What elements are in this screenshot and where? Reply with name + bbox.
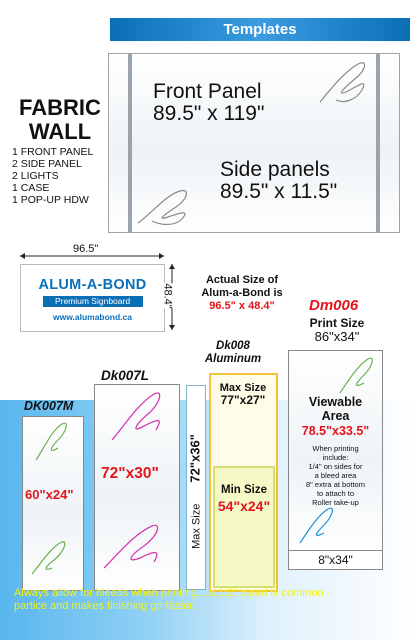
side-panel-right xyxy=(377,53,400,233)
magenta-swirl-icon xyxy=(100,520,170,575)
green-swirl-icon xyxy=(28,538,68,578)
front-panel-size: 89.5" x 119" xyxy=(153,102,265,125)
dm006-viewable-size: 78.5"x33.5" xyxy=(301,424,370,438)
alum-caption-line1: Actual Size of xyxy=(205,274,279,286)
page-title-bar xyxy=(110,18,410,41)
alum-caption xyxy=(186,274,298,313)
dm006-viewable-line2: Area xyxy=(321,409,350,423)
dm006-print-size: 86"x34" xyxy=(314,329,360,344)
dk008-max-size: 77"x27" xyxy=(220,393,266,407)
dk008-material: Aluminum xyxy=(204,353,262,365)
side-panel-label: Side panels xyxy=(220,158,330,181)
dm006-base-size: 8"x34" xyxy=(318,553,353,567)
dk008-title xyxy=(200,340,266,366)
side-panel-left xyxy=(108,53,131,233)
front-panel-label: Front Panel xyxy=(153,80,262,103)
fabric-wall-title xyxy=(12,96,108,144)
note-line: to attach to xyxy=(316,489,355,498)
dk008-side-caption xyxy=(188,412,203,572)
alum-url: www.alumabond.ca xyxy=(52,312,133,322)
dk008-min-caption xyxy=(213,482,275,514)
dm006-title: Dm006 xyxy=(309,297,359,314)
fabric-wall-title-line1: FABRIC xyxy=(19,95,101,120)
page-title: Templates xyxy=(223,21,297,38)
gray-swirl-icon xyxy=(134,187,194,227)
alum-a-bond-sign xyxy=(20,264,165,332)
alum-caption-line2: Alum-a-Bond is xyxy=(201,287,283,299)
note-line: 1/4" on sides for xyxy=(308,462,363,471)
note-line: a bleed area xyxy=(314,471,357,480)
note-line: Roller take-up xyxy=(312,498,359,507)
dk008-max-caption xyxy=(212,382,274,406)
dm006-viewable-caption xyxy=(289,395,382,439)
note-line: When printing xyxy=(312,444,359,453)
side-panel-size: 89.5" x 11.5" xyxy=(220,180,338,203)
dk007l-title: Dk007L xyxy=(101,368,150,383)
dk008-model: Dk008 xyxy=(216,340,250,352)
note-line: include: xyxy=(322,453,349,462)
fabric-wall-title-line2: WALL xyxy=(28,119,92,144)
dm006-base xyxy=(288,550,383,570)
dk008-min-label: Min Size xyxy=(220,484,267,496)
note-line: 8" extra at bottom xyxy=(306,480,365,489)
dm006-print-note xyxy=(289,444,382,507)
fabric-wall-contents xyxy=(12,146,93,206)
dk008-max-label: Max Size xyxy=(219,382,267,394)
footer-line2: partice and makes finishing go faster.. xyxy=(14,600,199,612)
dm006-print-label: Print Size xyxy=(309,316,365,330)
dk007m-title: DK007M xyxy=(24,399,74,413)
green-swirl-icon xyxy=(32,420,68,465)
dm006-viewable-line1: Viewable xyxy=(308,395,363,409)
footer-line1: Always allow for bleeds when printing... a 1/2" bleed is common xyxy=(14,587,324,599)
alum-caption-size: 96.5" x 48.4" xyxy=(209,300,275,312)
dk007m-size: 60"x24" xyxy=(25,487,74,502)
dk008-side-label: Max Size xyxy=(190,503,203,549)
contents-item: 2 SIDE PANEL xyxy=(12,158,82,170)
contents-item: 2 LIGHTS xyxy=(12,170,59,182)
alum-tagline: Premium Signboard xyxy=(43,296,143,307)
blue-swirl-icon xyxy=(296,505,336,547)
front-panel-caption xyxy=(153,81,264,125)
contents-item: 1 POP-UP HDW xyxy=(12,194,89,206)
alum-brand: ALUM-A-BOND xyxy=(38,277,147,293)
gray-swirl-icon xyxy=(316,60,371,105)
dk008-side-size: 72"x36" xyxy=(187,434,203,483)
dk007l-size: 72"x30" xyxy=(101,465,159,482)
footer-note xyxy=(14,587,410,613)
contents-item: 1 CASE xyxy=(12,182,50,194)
side-panel-caption xyxy=(220,159,337,203)
dm006-print-caption xyxy=(296,316,378,344)
contents-item: 1 FRONT PANEL xyxy=(12,146,94,158)
dk008-min-size: 54"x24" xyxy=(217,498,271,514)
height-dimension-label: 48.4" xyxy=(161,283,174,309)
magenta-swirl-icon xyxy=(108,390,168,445)
green-swirl-icon xyxy=(336,355,376,397)
width-dimension-label: 96.5" xyxy=(70,243,101,255)
